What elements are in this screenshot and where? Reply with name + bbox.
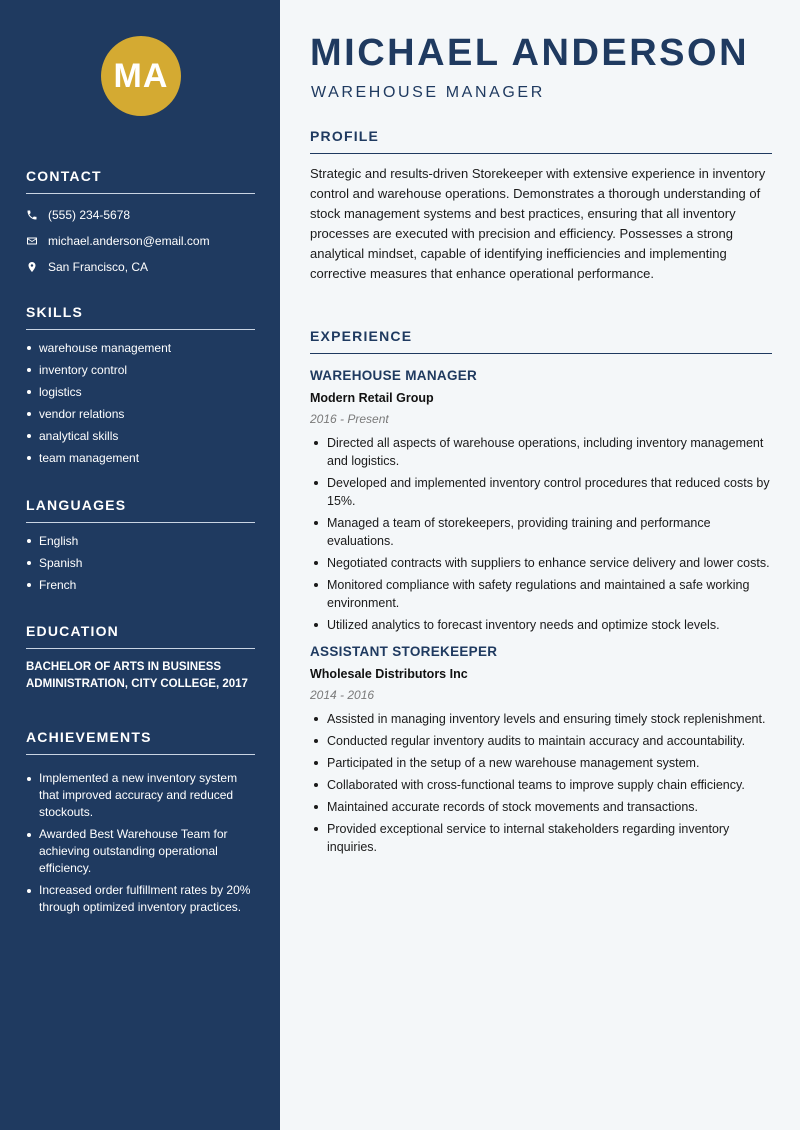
location-pin-icon xyxy=(26,261,38,273)
language-item: Spanish xyxy=(26,552,255,574)
achievements-list xyxy=(26,770,255,916)
job-bullet: Monitored compliance with safety regulations and maintained a safe working environment. xyxy=(310,576,772,612)
job-bullet: Collaborated with cross-functional teams to improve supply chain efficiency. xyxy=(310,776,772,794)
languages-heading: LANGUAGES xyxy=(26,497,255,523)
job-bullet: Developed and implemented inventory control procedures that reduced costs by 15%. xyxy=(310,474,772,510)
email-text: michael.anderson@email.com xyxy=(48,234,210,248)
skill-item: warehouse management xyxy=(26,337,255,359)
location-text: San Francisco, CA xyxy=(48,260,149,274)
phone-icon xyxy=(26,209,38,221)
contact-location xyxy=(26,254,255,280)
achievement-item: Implemented a new inventory system that improved accuracy and reduced stockouts. xyxy=(26,770,255,821)
skill-item: analytical skills xyxy=(26,425,255,447)
job-role: ASSISTANT STOREKEEPER xyxy=(310,644,498,659)
job-bullet: Negotiated contracts with suppliers to enhance service delivery and lower costs. xyxy=(310,554,772,572)
languages-list xyxy=(26,530,255,596)
achievement-item: Increased order fulfillment rates by 20% through optimized inventory practices. xyxy=(26,882,255,916)
job-bullet: Managed a team of storekeepers, providing training and performance evaluations. xyxy=(310,514,772,550)
experience-heading: EXPERIENCE xyxy=(310,328,772,354)
job-bullets xyxy=(310,434,772,634)
email-icon xyxy=(26,235,38,247)
skill-item: vendor relations xyxy=(26,403,255,425)
education-heading: EDUCATION xyxy=(26,623,255,649)
job-bullet: Maintained accurate records of stock movements and transactions. xyxy=(310,798,772,816)
achievement-item: Awarded Best Warehouse Team for achieving outstanding operational efficiency. xyxy=(26,826,255,877)
job-bullet: Participated in the setup of a new warehouse management system. xyxy=(310,754,772,772)
contact-email xyxy=(26,228,255,254)
skill-item: logistics xyxy=(26,381,255,403)
sidebar xyxy=(0,0,280,1130)
job-bullet: Provided exceptional service to internal stakeholders regarding inventory inquiries. xyxy=(310,820,772,856)
education-school: ADMINISTRATION, CITY COLLEGE, 2017 xyxy=(26,678,248,690)
profile-text: Strategic and results-driven Storekeeper with extensive experience in inventory control and warehouse operations. Demonstrates a thorough understanding of stock management systems and best practices, ensuring that all inventory processes are executed with precision and efficiency. Possesses a strong analytical mindset, capable of identifying inefficiencies and implementing corrective measures that enhance operational performance. xyxy=(310,166,766,281)
achievements-section xyxy=(26,729,255,921)
skills-section xyxy=(26,304,255,469)
job-company: Wholesale Distributors Inc xyxy=(310,667,468,681)
job-bullet: Assisted in managing inventory levels and ensuring timely stock replenishment. xyxy=(310,710,772,728)
languages-section xyxy=(26,497,255,596)
job-dates: 2014 - 2016 xyxy=(310,688,375,702)
job-entry xyxy=(310,368,772,634)
language-item: French xyxy=(26,574,255,596)
job-dates: 2016 - Present xyxy=(310,412,389,426)
experience-section xyxy=(310,328,772,860)
profile-heading: PROFILE xyxy=(310,128,772,154)
education-section xyxy=(26,623,255,693)
job-role: WAREHOUSE MANAGER xyxy=(310,368,478,383)
avatar: MA xyxy=(101,36,181,116)
skill-item: team management xyxy=(26,447,255,469)
profile-section xyxy=(310,128,772,284)
skills-heading: SKILLS xyxy=(26,304,255,330)
job-bullet: Directed all aspects of warehouse operations, including inventory management and logistics. xyxy=(310,434,772,470)
contact-section xyxy=(26,168,255,280)
candidate-title: WAREHOUSE MANAGER xyxy=(311,84,545,101)
skill-item: inventory control xyxy=(26,359,255,381)
skills-list xyxy=(26,337,255,469)
phone-text: (555) 234-5678 xyxy=(48,208,131,222)
job-company: Modern Retail Group xyxy=(310,391,434,405)
contact-heading: CONTACT xyxy=(26,168,255,194)
job-entry xyxy=(310,644,772,856)
language-item: English xyxy=(26,530,255,552)
contact-phone xyxy=(26,202,255,228)
job-bullet: Conducted regular inventory audits to maintain accuracy and accountability. xyxy=(310,732,772,750)
achievements-heading: ACHIEVEMENTS xyxy=(26,729,255,755)
candidate-name: MICHAEL ANDERSON xyxy=(310,32,750,74)
job-bullets xyxy=(310,710,772,856)
job-bullet: Utilized analytics to forecast inventory needs and optimize stock levels. xyxy=(310,616,772,634)
education-degree: BACHELOR OF ARTS IN BUSINESS xyxy=(26,661,222,673)
